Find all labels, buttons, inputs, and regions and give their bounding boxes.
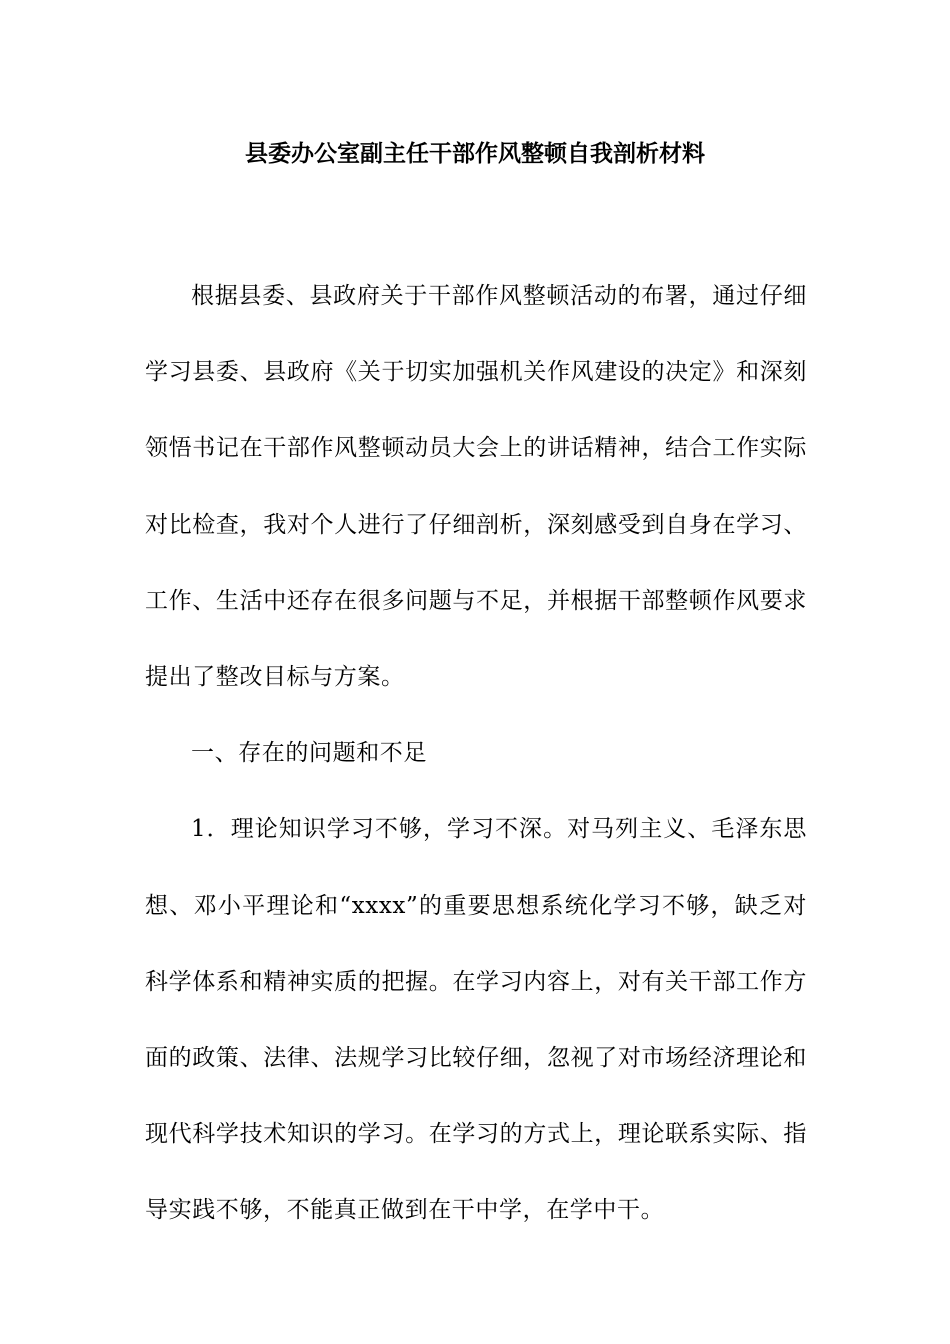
document-title: 县委办公室副主任干部作风整顿自我剖析材料 xyxy=(245,140,705,167)
paragraph-intro: 根据县委、县政府关于干部作风整顿活动的布署，通过仔细学习县委、县政府《关于切实加强机关作风建设的决定》和深刻领悟书记在干部作风整顿动员大会上的讲话精神，结合工作实际对比检查，我对个人进行了仔细剖析，深刻感受到自身在学习、工作、生活中还存在很多问题与不足，并根据干部整顿作风要求提出了整改目标与方案。 xyxy=(145,283,807,691)
paragraph-item-1: 1．理论知识学习不够，学习不深。对马列主义、毛泽东思想、邓小平理论和“xxxx”的重要思想系统化学习不够，缺乏对科学体系和精神实质的把握。在学习内容上，对有关干部工作方面的政策、法律、法规学习比较仔细，忽视了对市场经济理论和现代科学技术知识的学习。在学习的方式上，理论联系实际、指导实践不够，不能真正做到在干中学，在学中干。 xyxy=(145,816,807,1224)
section-heading: 一、存在的问题和不足 xyxy=(191,740,427,767)
document-body xyxy=(145,258,807,1249)
